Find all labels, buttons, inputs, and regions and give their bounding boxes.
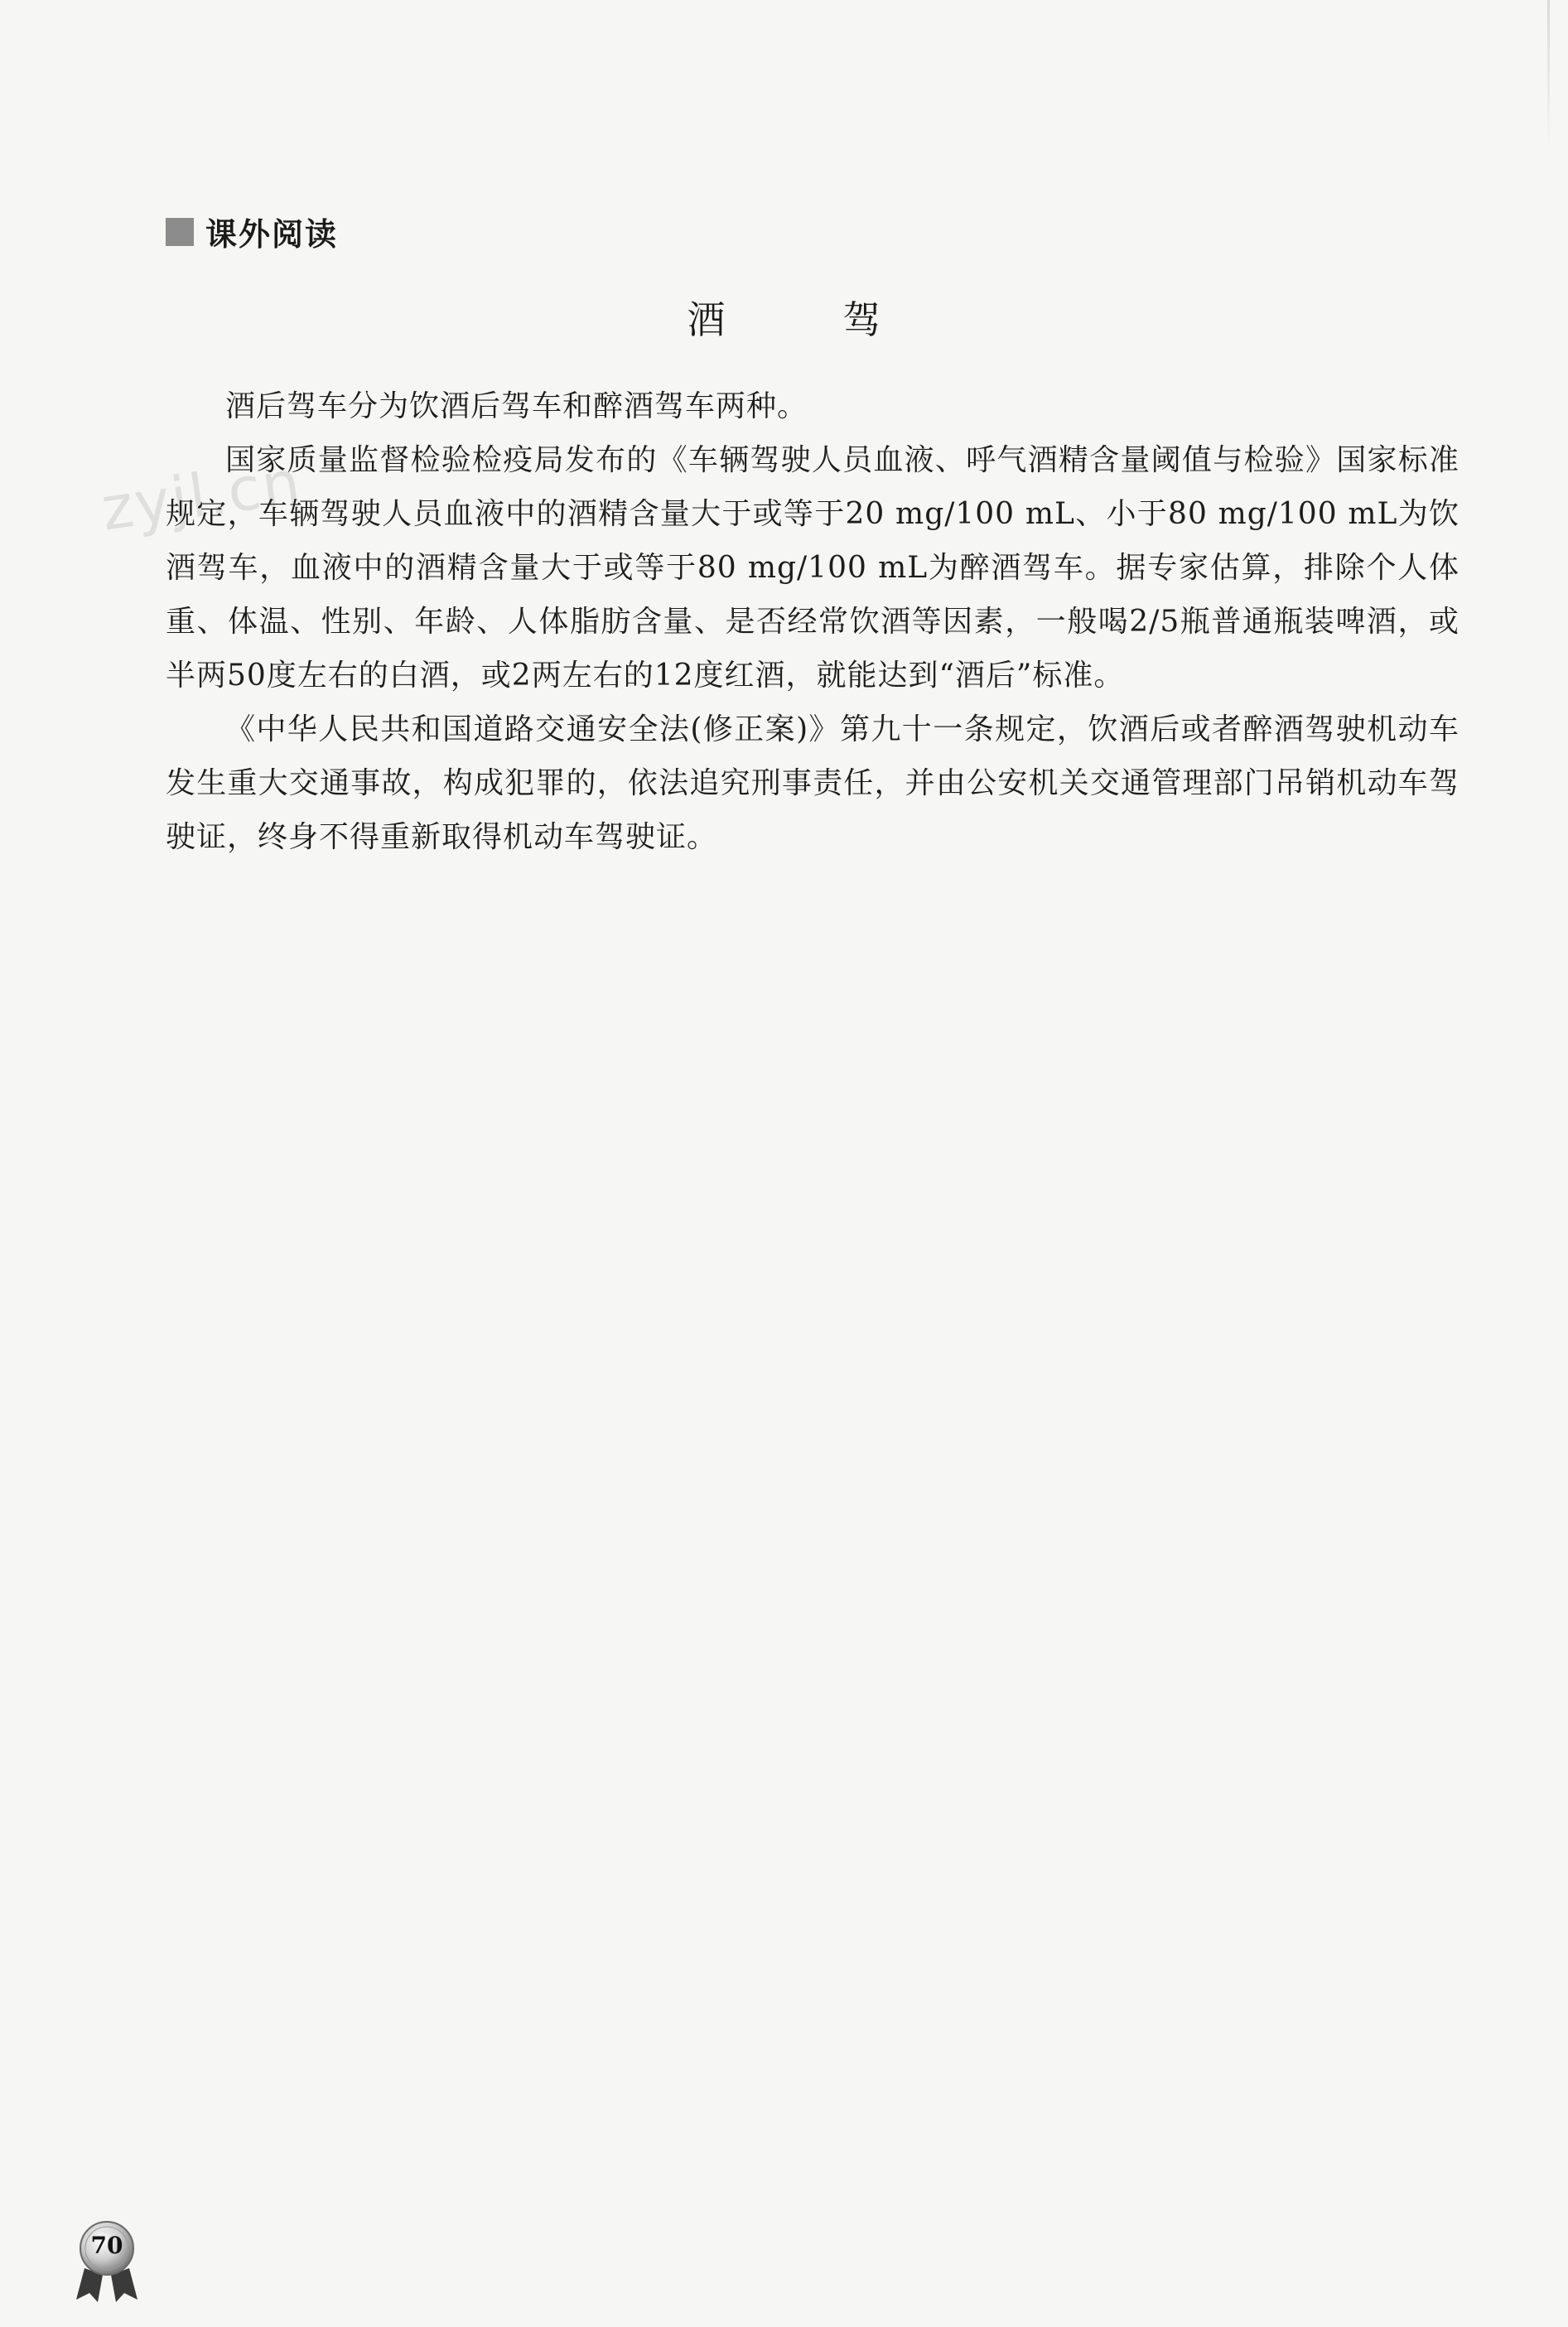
paragraph: 国家质量监督检验检疫局发布的《车辆驾驶人员血液、呼气酒精含量阈值与检验》国家标准规定，车辆驾驶人员血液中的酒精含量大于或等于20 mg/100 mL、小于80 mg/100 mL为饮酒驾车，血液中的酒精含量大于或等于80 mg/100 mL为醉酒驾车。据专家估算，排除个人体重、体温、性别、年龄、人体脂肪含量、是否经常饮酒等因素，一般喝2/5瓶普通瓶装啤酒，或半两50度左右的白酒，或2两左右的12度红酒，就能达到“酒后”标准。 — [166, 443, 1459, 693]
watermark: zyjl.cn — [97, 447, 306, 544]
paragraph: 酒后驾车分为饮酒后驾车和醉酒驾车两种。 — [225, 389, 808, 423]
page-edge-shadow — [1547, 0, 1550, 149]
section-header — [166, 209, 338, 254]
page-number: 70 — [90, 2232, 123, 2259]
article-body — [166, 379, 1459, 864]
paragraph: 《中华人民共和国道路交通安全法(修正案)》第九十一条规定，饮酒后或者醉酒驾驶机动车发生重大交通事故，构成犯罪的，依法追究刑事责任，并由公安机关交通管理部门吊销机动车驾驶证，终身不得重新取得机动车驾驶证。 — [166, 712, 1459, 854]
section-title: 课外阅读 — [205, 216, 339, 253]
square-marker-icon — [166, 218, 194, 246]
page-number-badge — [73, 2220, 141, 2303]
article-title: 酒 驾 — [687, 297, 921, 342]
